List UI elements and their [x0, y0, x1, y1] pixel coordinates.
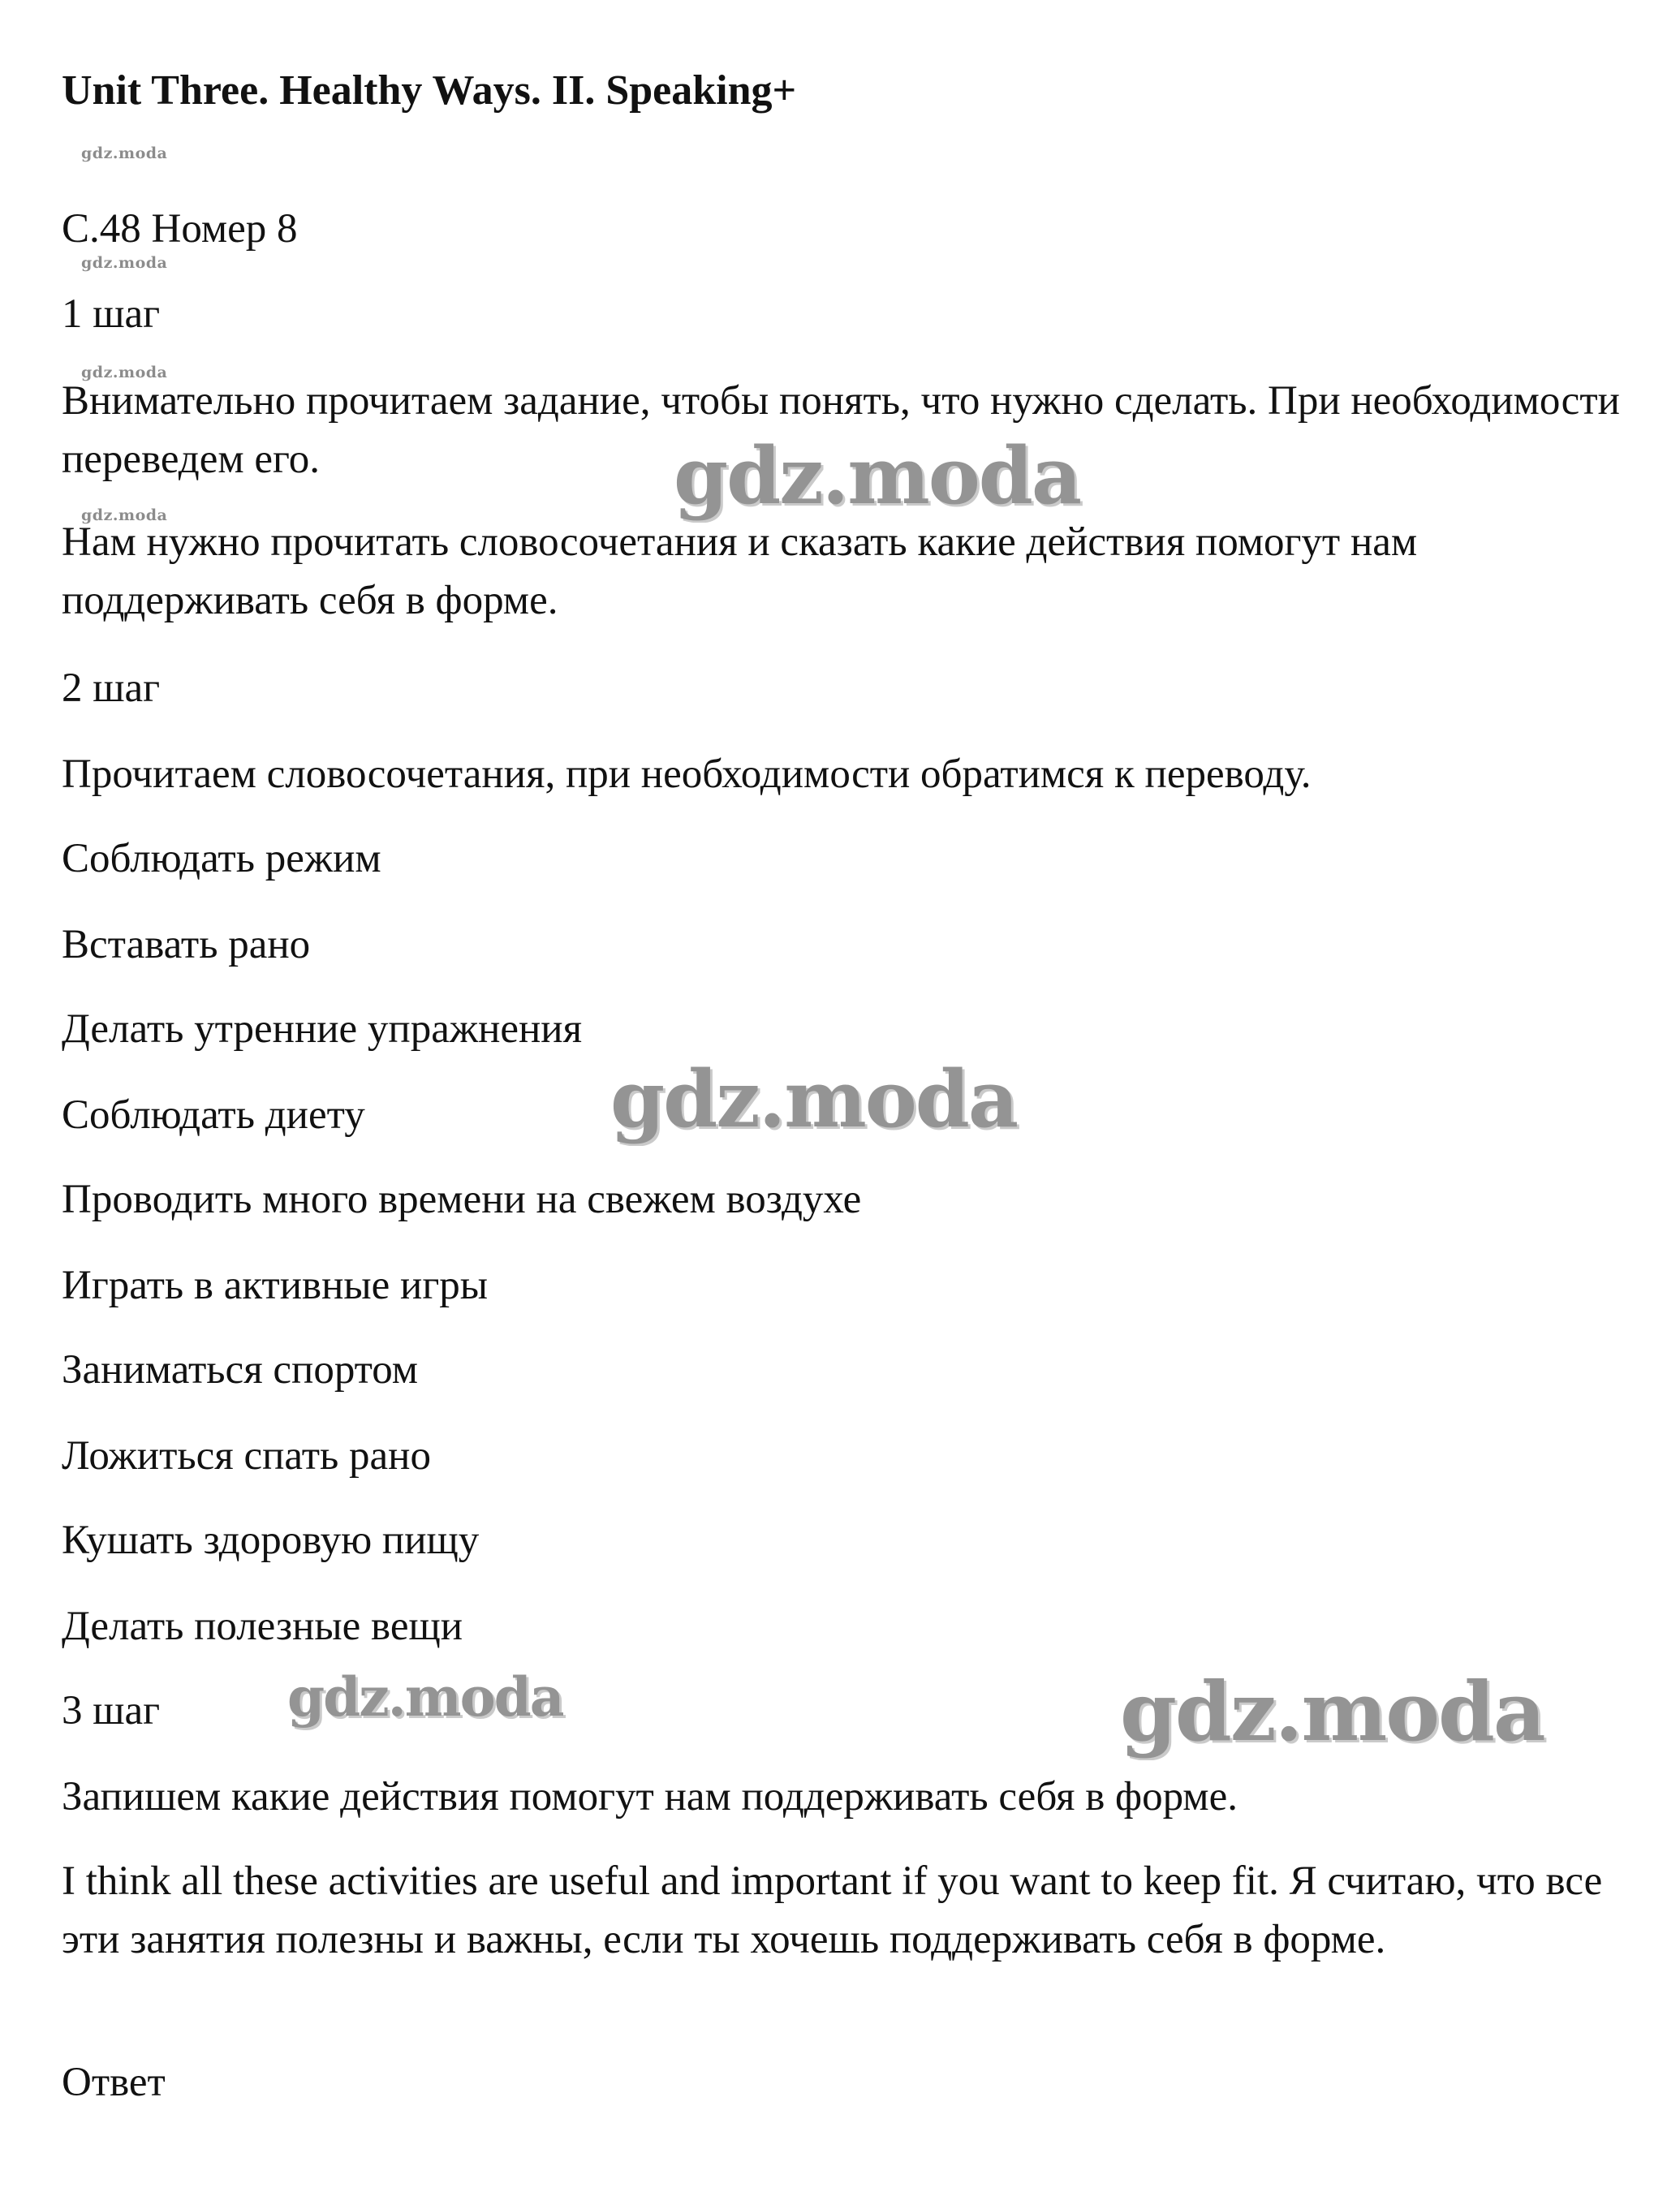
- step-3-instruction: Запишем какие действия помогут нам поддерживать себя в форме.: [62, 1774, 1238, 1820]
- list-item: Заниматься спортом: [62, 1347, 419, 1393]
- step-1-label: 1 шаг: [62, 291, 161, 337]
- list-item: Соблюдать режим: [62, 836, 381, 881]
- list-item: Вставать рано: [62, 922, 311, 967]
- list-item: Делать полезные вещи: [62, 1604, 463, 1649]
- page-title: Unit Three. Healthy Ways. II. Speaking+: [62, 67, 797, 114]
- watermark-large: gdz.moda: [674, 430, 1081, 522]
- watermark-large: gdz.moda: [287, 1665, 563, 1729]
- watermark-small: gdz.moda: [81, 506, 168, 524]
- list-item: Проводить много времени на свежем воздухе: [62, 1177, 862, 1222]
- step-1-instruction: Внимательно прочитаем задание, чтобы понять, что нужно сделать. При необходимости переведем его.: [62, 378, 1620, 482]
- page-reference: С.48 Номер 8: [62, 206, 298, 252]
- list-item: Делать утренние упражнения: [62, 1006, 583, 1052]
- list-item: Соблюдать диету: [62, 1092, 365, 1138]
- watermark-large: gdz.moda: [1120, 1664, 1544, 1759]
- list-item: Ложиться спать рано: [62, 1433, 431, 1479]
- step-3-answer-text: I think all these activities are useful and important if you want to keep fit. Я считаю, что все эти занятия полезны и важны, если ты хочешь поддерживать себя в форме.: [62, 1858, 1603, 1962]
- watermark-large: gdz.moda: [610, 1053, 1018, 1145]
- step-3-label: 3 шаг: [62, 1688, 161, 1733]
- step-2-label: 2 шаг: [62, 665, 161, 711]
- watermark-small: gdz.moda: [81, 144, 168, 162]
- answer-label: Ответ: [62, 2060, 166, 2105]
- list-item: Играть в активные игры: [62, 1263, 489, 1308]
- list-item: Кушать здоровую пищу: [62, 1518, 480, 1563]
- watermark-small: gdz.moda: [81, 254, 168, 272]
- watermark-small: gdz.moda: [81, 364, 168, 381]
- step-1-goal: Нам нужно прочитать словосочетания и сказать какие действия помогут нам поддерживать себя в форме.: [62, 519, 1418, 623]
- step-2-instruction: Прочитаем словосочетания, при необходимости обратимся к переводу.: [62, 752, 1312, 797]
